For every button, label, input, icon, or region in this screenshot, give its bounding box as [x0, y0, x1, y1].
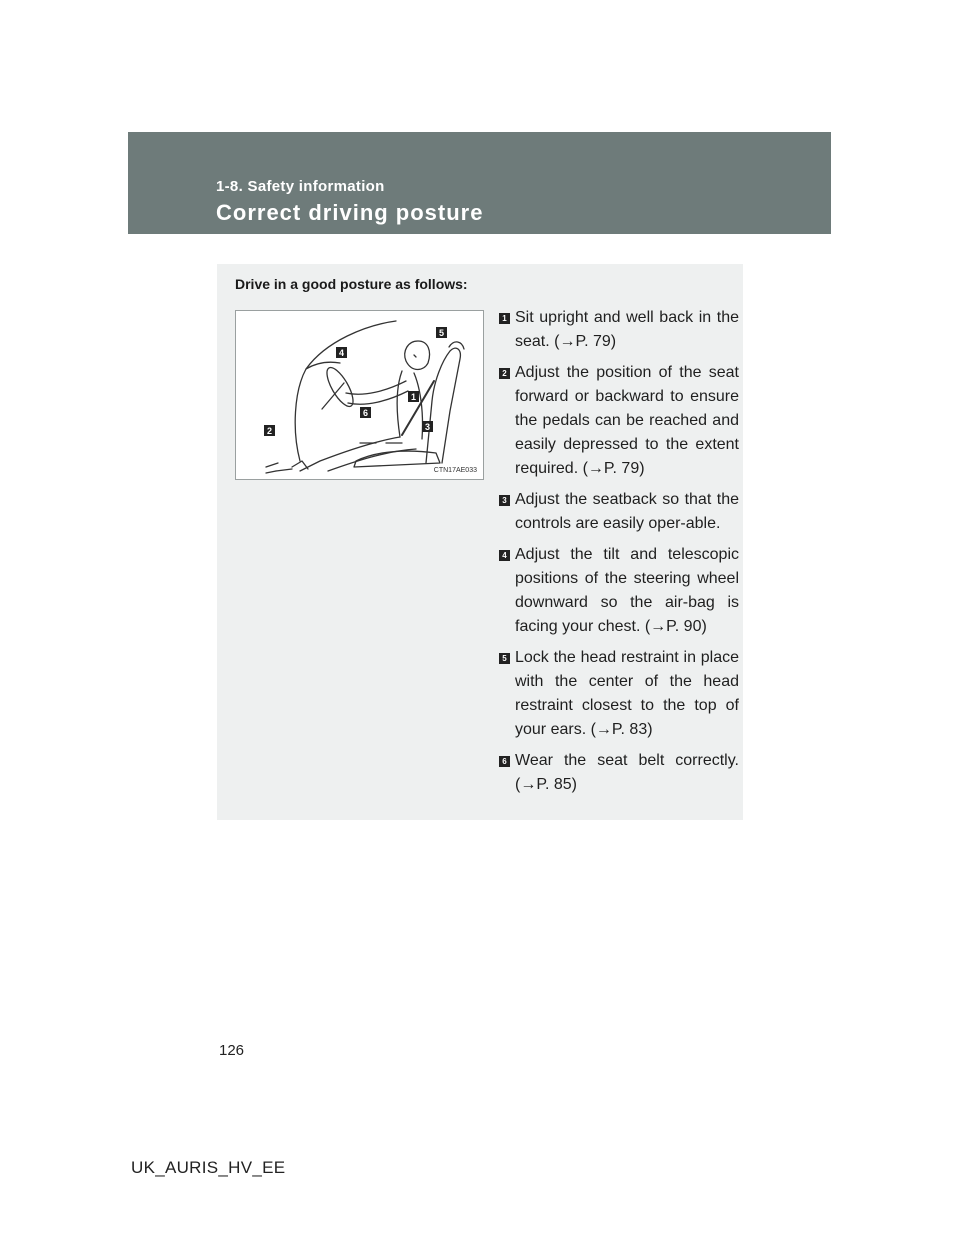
svg-text:6: 6 — [362, 408, 369, 418]
page-title: Correct driving posture — [216, 200, 484, 225]
svg-text:2: 2 — [266, 426, 273, 436]
info-panel — [217, 264, 743, 820]
svg-text:3: 3 — [424, 422, 431, 432]
step-marker: 5 — [499, 653, 510, 664]
svg-text:1: 1 — [410, 392, 417, 402]
step-marker: 4 — [499, 550, 510, 561]
posture-steps-list — [499, 306, 739, 804]
step-marker: 6 — [499, 756, 510, 767]
step-text: Adjust the seatback so that the controls are easily oper-able. — [515, 491, 739, 532]
list-item — [499, 306, 739, 354]
list-item — [499, 646, 739, 742]
step-marker: 1 — [499, 313, 510, 324]
step-text: Adjust the tilt and telescopic positions of the steering wheel downward so the air-bag is facing your chest. (→P. 90) — [515, 546, 739, 635]
step-text: Sit upright and well back in the seat. (→P. 79) — [515, 309, 739, 350]
svg-text:4: 4 — [338, 348, 345, 358]
list-item — [499, 543, 739, 639]
list-item — [499, 361, 739, 481]
step-marker: 2 — [499, 368, 510, 379]
section-label: 1-8. Safety information — [216, 178, 385, 195]
step-text: Adjust the position of the seat forward or backward to ensure the pedals can be reached and easily depressed to the extent required. (→P. 79) — [515, 364, 739, 477]
step-marker: 3 — [499, 495, 510, 506]
list-item — [499, 488, 739, 536]
list-item — [499, 749, 739, 797]
section-header — [128, 132, 831, 234]
step-text: Wear the seat belt correctly. (→P. 85) — [515, 752, 739, 793]
figure-code: CTN17AE033 — [433, 467, 477, 474]
svg-text:5: 5 — [438, 328, 445, 338]
step-text: Lock the head restraint in place with the center of the head restraint closest to the top of your ears. (→P. 83) — [515, 649, 739, 738]
posture-drawing — [236, 311, 483, 479]
document-code: UK_AURIS_HV_EE — [131, 1158, 286, 1177]
intro-text: Drive in a good posture as follows: — [235, 276, 468, 292]
page-number: 126 — [219, 1042, 245, 1059]
driving-posture-illustration — [235, 310, 484, 480]
